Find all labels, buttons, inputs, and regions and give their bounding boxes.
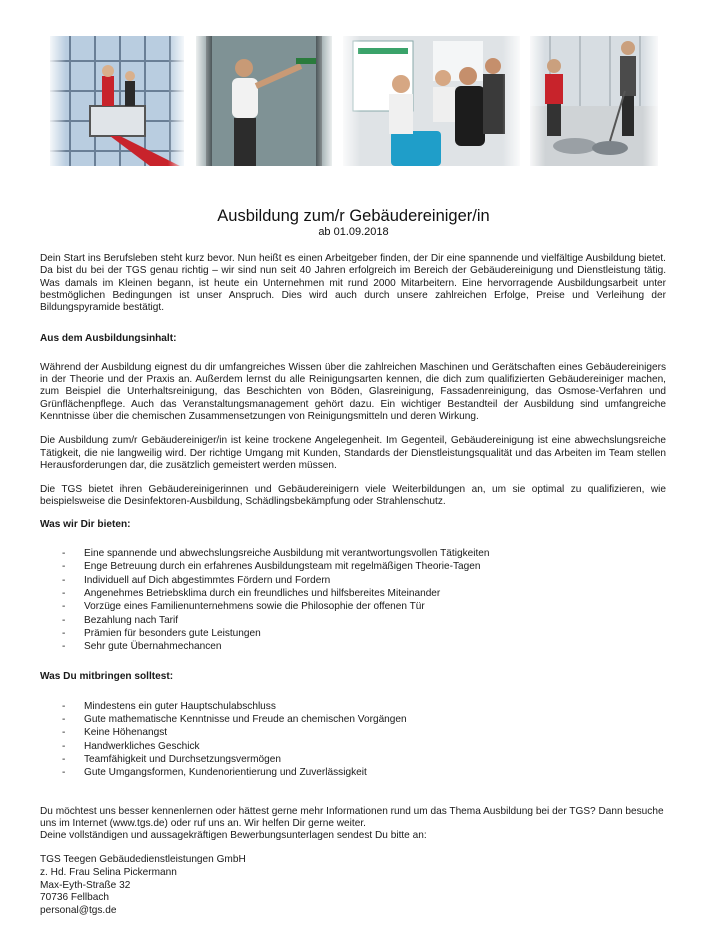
list-item: - Eine spannende und abwechslungsreiche Ausbildung mit verantwortungsvollen Tätigkeiten (40, 547, 666, 560)
section-heading-content: Aus dem Ausbildungsinhalt: (40, 333, 177, 345)
list-item: - Gute Umgangsformen, Kundenorientierung und Zuverlässigkeit (40, 766, 666, 779)
city: 70736 Fellbach (40, 892, 110, 904)
content-paragraph: Die Ausbildung zum/r Gebäudereiniger/in ist keine trockene Angelegenheit. Im Gegenteil, Gebäudereinigung ist eine abwechslungsreiche Tätigkeit, die nie langweilig wird. Der richtige Umgang mit Kunden, Standards der Dienstleistungsqualität und das Arbeiten im Team stellen Herausforderungen dar, die zusätzlich gemeistert werden müssen. (40, 435, 666, 471)
requirements-list (40, 700, 666, 780)
closing-instruction: Deine vollständigen und aussagekräftigen Bewerbungsunterlagen sendest Du bitte an: (40, 830, 427, 842)
list-item: - Enge Betreuung durch ein erfahrenes Ausbildungsteam mit regelmäßigen Theorie-Tagen (40, 560, 666, 573)
content-paragraph: Während der Ausbildung eignest du dir umfangreiches Wissen über die zahlreichen Maschinen und Gerätschaften eines Gebäudereinigers in der Theorie und der Praxis an. Außerdem lernst du alle Reinigungsarten kennen, die dich zum qualifizierten Gebäudereiniger machen, zum Beispiel die Unterhaltsreinigung, das Beschichten von Böden, Glasreinigung, Fassadenreinigung, das Osmose-Verfahren und Grünflächenpflege. Auch das Veranstaltungsmanagement gehört dazu. Ein wichtiger Bestandteil der Ausbildung sind umfangreiche Kenntnisse über die chemischen Zusammensetzungen von Reinigungsmitteln und deren Wirkung. (40, 361, 666, 422)
offers-list (40, 547, 666, 653)
company-name: TGS Teegen Gebäudedienstleistungen GmbH (40, 854, 246, 866)
list-item: - Teamfähigkeit und Durchsetzungsvermögen (40, 753, 666, 766)
list-item: - Vorzüge eines Familienunternehmens sowie die Philosophie der offenen Tür (40, 600, 666, 613)
contact-person: z. Hd. Frau Selina Pickermann (40, 866, 177, 878)
list-item: - Prämien für besonders gute Leistungen (40, 627, 666, 640)
street-address: Max-Eyth-Straße 32 (40, 879, 131, 891)
window-washer-photo (196, 36, 332, 166)
list-item: - Sehr gute Übernahmechancen (40, 640, 666, 653)
trade-fair-booth-photo (343, 36, 520, 166)
section-heading-requirements: Was Du mitbringen solltest: (40, 671, 174, 683)
closing-paragraph: Du möchtest uns besser kennenlernen oder hättest gerne mehr Informationen rund um das Thema Ausbildung bei der TGS? Dann besuche uns im Internet (www.tgs.de) oder ruf uns an. Wir helfen Dir gerne weiter. (40, 805, 664, 829)
intro-paragraph: Dein Start ins Berufsleben steht kurz bevor. Nun heißt es einen Arbeitgeber finden, der Dir eine spannende und vielfältige Ausbildung bietet. Da bist du bei der TGS genau richtig – wir sind nun seit 40 Jahren erfolgreich im Bereich der Gebäudereinigung und Dienstleistung tätig. Was damals im Kleinen begann, ist heute ein Unternehmen mit rund 2000 Mitarbeitern. Eine hervorragende Ausbildungsarbeit unter bestmöglichen Bedingungen ist unser Anspruch. Dies wird auch durch unsere zahlreichen Erfolge, Preise und Verleihung der Bildungspyramide bestätigt. (40, 253, 666, 314)
page-title: Ausbildung zum/r Gebäudereiniger/in (217, 207, 490, 225)
list-item: - Angenehmes Betriebsklima durch ein freundliches und hilfsbereites Miteinander (40, 587, 666, 600)
list-item: - Keine Höhenangst (40, 726, 666, 739)
section-heading-offers: Was wir Dir bieten: (40, 518, 131, 530)
contact-email: personal@tgs.de (40, 904, 117, 916)
title-block (0, 206, 707, 239)
list-item: - Handwerkliches Geschick (40, 740, 666, 753)
list-item: - Bezahlung nach Tarif (40, 614, 666, 627)
window-cleaning-lift-photo (50, 36, 184, 166)
document-body (40, 253, 666, 917)
list-item: - Gute mathematische Kenntnisse und Freude an chemischen Vorgängen (40, 713, 666, 726)
contact-address (40, 854, 666, 917)
photo-banner (50, 36, 658, 166)
content-paragraph: Die TGS bietet ihren Gebäudereinigerinnen und Gebäudereinigern viele Weiterbildungen an, um sie optimal zu qualifizieren, wie beispielsweise die Desinfektoren-Ausbildung, Schädlingsbekämpfung oder Strahlenschutz. (40, 484, 666, 508)
list-item: - Individuell auf Dich abgestimmtes Fördern und Fordern (40, 574, 666, 587)
floor-cleaning-machine-photo (530, 36, 658, 166)
start-date: ab 01.09.2018 (318, 226, 389, 238)
list-item: - Mindestens ein guter Hauptschulabschluss (40, 700, 666, 713)
